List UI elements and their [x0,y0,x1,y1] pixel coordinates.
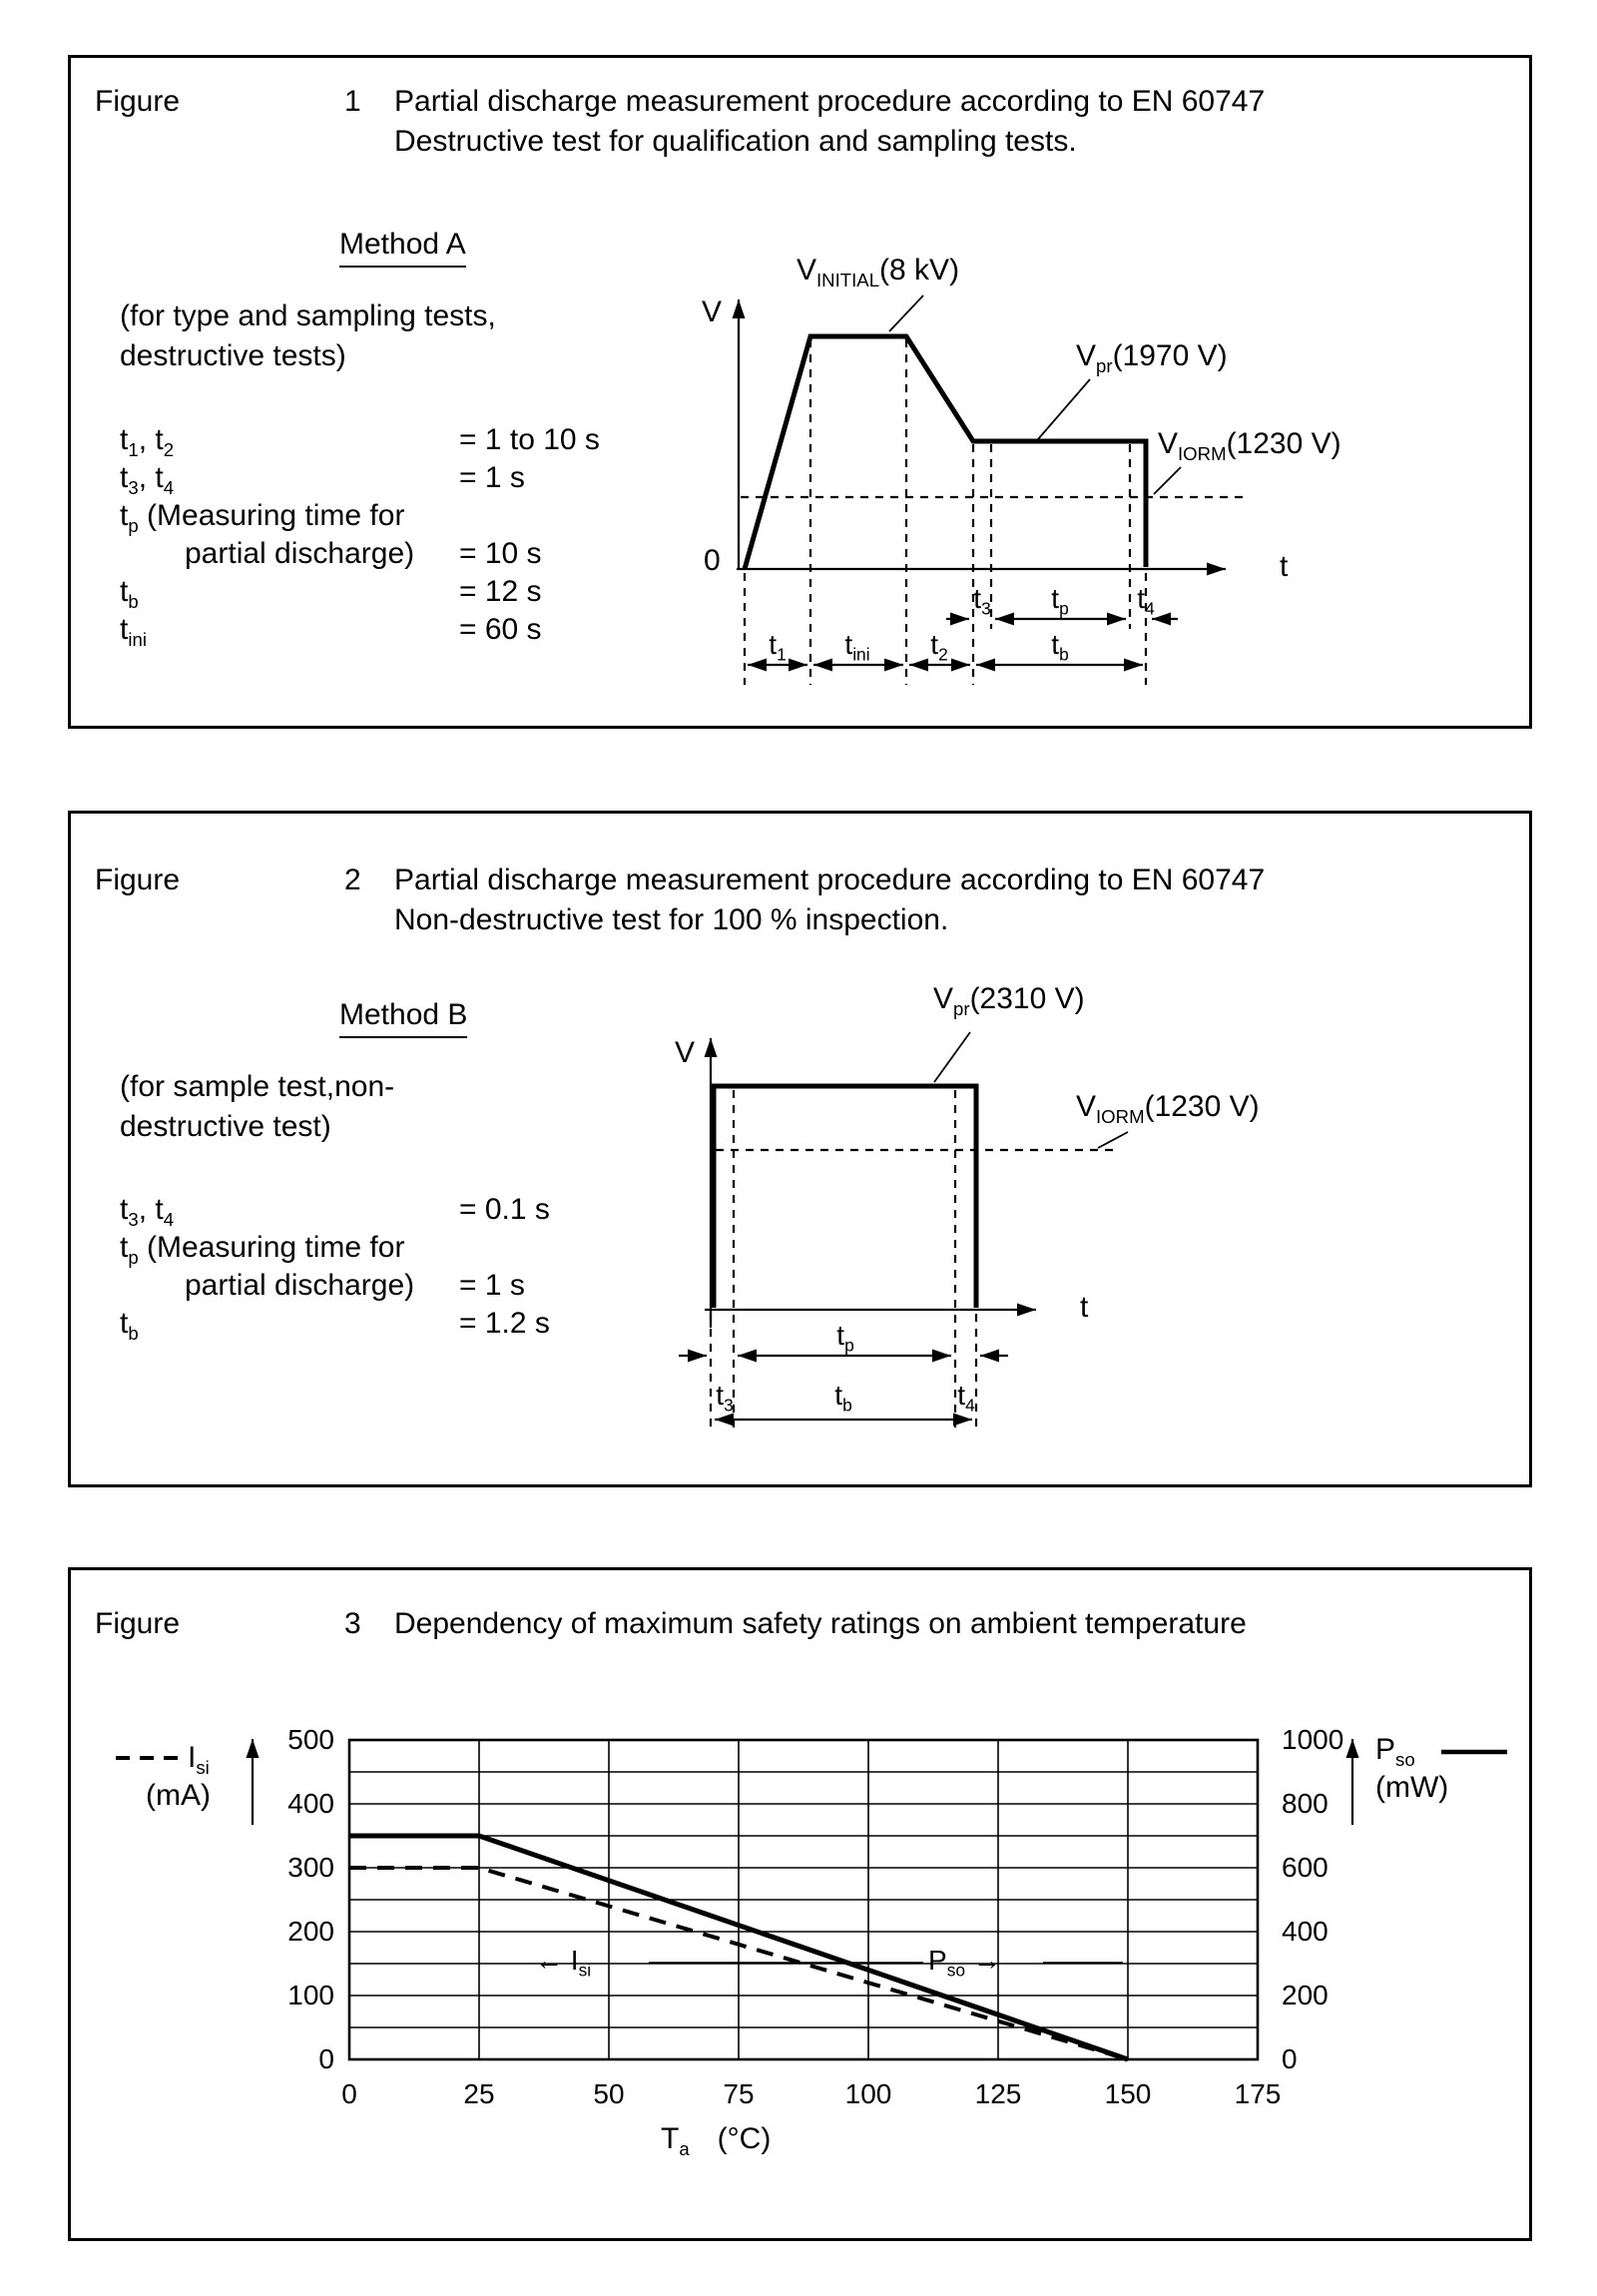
figure2-title-line1: Partial discharge measurement procedure according to EN 60747 [394,863,1266,896]
right-axis-tick-label: 400 [1282,1915,1329,1947]
figure3-title: Dependency of maximum safety ratings on ambient temperature [394,1607,1247,1640]
param2-name-t3-t4: $t_3$, $t_4$ [120,1193,175,1230]
left-axis-tick-label: 300 [287,1851,334,1883]
fig2-dim-t3: $t_3$ [716,1380,734,1416]
param2-name-tb: $t_b$ [120,1307,139,1344]
figure3-label: Figure [95,1607,181,1640]
x-axis-tick-label: 175 [1234,2078,1282,2109]
figure2-title-line2: Non-destructive test for 100 % inspection. [394,903,949,936]
param-name-tp: $t_p$ (Measuring time for [120,499,405,536]
figure2-number: 2 [344,863,361,896]
isi-curve-callout: ← $I_{si}$ [535,1945,592,1981]
figure1-note-line2: destructive tests) [120,339,346,372]
right-legend-unit: (mW) [1375,1771,1449,1804]
left-axis-tick-label: 200 [287,1915,334,1947]
fig2-x-axis-label: t [1080,1291,1089,1324]
param2-value-tb: = 1.2 s [459,1307,550,1340]
param-value-t1-t2: = 1 to 10 s [459,423,600,456]
figure2-waveform [679,1032,1128,1430]
fig2-y-axis-label: V [675,1036,696,1069]
fig2-vpr-label: $V_{pr}(2310$ V) [933,982,1085,1019]
fig1-vpr-label: $V_{pr}(1970$ V) [1076,339,1228,376]
param2-value-tp: = 1 s [459,1269,525,1302]
figure1-note-line1: (for type and sampling tests, [120,299,496,332]
fig2-dim-t4: $t_4$ [957,1380,975,1416]
figure1-number: 1 [344,85,361,118]
figure2-note-line2: destructive test) [120,1110,331,1143]
param-name-tp-line2: partial discharge) [185,537,415,570]
figure3-number: 3 [344,1607,361,1640]
figure1-title-line1: Partial discharge measurement procedure according to EN 60747 [394,85,1266,118]
param2-name-tp: $t_p$ (Measuring time for [120,1231,405,1268]
x-axis-title: $T_a$ (°C) [661,2122,772,2159]
figure2-method-heading: Method B [339,998,467,1038]
param-name-tb: $t_b$ [120,575,139,612]
param-value-tb: = 12 s [459,575,542,608]
fig1-dim-tp: $t_p$ [1051,583,1069,619]
right-legend-series-label: $P_{so}$ [1375,1733,1415,1770]
x-axis-tick-label: 50 [593,2078,625,2109]
fig1-dim-t3: $t_3$ [973,583,991,619]
param2-name-tp-line2: partial discharge) [185,1269,415,1302]
fig1-dim-t4: $t_4$ [1137,583,1155,619]
figure1-method-heading: Method A [339,228,466,268]
x-axis-tick-label: 0 [341,2078,357,2109]
param-name-tini: $t_{ini}$ [120,613,147,650]
param-value-tini: = 60 s [459,613,542,646]
x-axis-tick-label: 150 [1104,2078,1152,2109]
figure2-note-line1: (for sample test,non- [120,1070,395,1103]
x-axis-tick-label: 125 [974,2078,1022,2109]
fig1-dim-t1: $t_1$ [769,629,787,665]
fig1-origin-label: 0 [704,544,721,577]
fig1-dim-tini: $t_{ini}$ [844,629,870,665]
right-axis-tick-label: 1000 [1282,1723,1344,1755]
figure1-title-line2: Destructive test for qualification and sampling tests. [394,125,1077,158]
param-value-t3-t4: = 1 s [459,461,525,494]
x-axis-tick-label: 100 [844,2078,892,2109]
left-axis-tick-label: 100 [287,1979,334,2010]
fig1-y-axis-label: V [702,295,723,328]
param2-value-t3-t4: = 0.1 s [459,1193,550,1226]
left-legend-unit: (mA) [146,1779,211,1812]
right-axis-tick-label: 600 [1282,1851,1329,1883]
pso-curve-callout: $P_{so}$ → [928,1945,1001,1981]
figure1-label: Figure [95,85,181,118]
fig1-dim-tb: $t_b$ [1051,629,1069,665]
param-name-t3-t4: $t_3$, $t_4$ [120,461,175,498]
x-axis-tick-label: 75 [723,2078,755,2109]
fig1-x-axis-label: t [1280,550,1289,583]
x-axis-tick-label: 25 [463,2078,495,2109]
right-axis-tick-label: 0 [1282,2042,1298,2074]
param-value-tp: = 10 s [459,537,542,570]
figure2-label: Figure [95,863,181,896]
fig2-dim-tb: $t_b$ [834,1380,852,1416]
fig1-dim-t2: $t_2$ [930,629,948,665]
right-axis-tick-label: 800 [1282,1787,1329,1819]
fig2-dim-tp: $t_p$ [836,1320,854,1356]
param-name-t1-t2: $t_1$, $t_2$ [120,423,175,460]
fig2-viorm-label: $V_{IORM}(1230$ V) [1076,1090,1260,1127]
left-axis-tick-label: 0 [318,2042,334,2074]
left-axis-tick-label: 500 [287,1723,334,1755]
fig1-vinitial-label: $V_{INITIAL}(8$ kV) [797,254,960,290]
fig1-viorm-label: $V_{IORM}(1230$ V) [1158,427,1341,464]
right-axis-tick-label: 200 [1282,1979,1329,2010]
left-legend-series-label: $I_{si}$ [188,1741,210,1778]
left-axis-tick-label: 400 [287,1787,334,1819]
